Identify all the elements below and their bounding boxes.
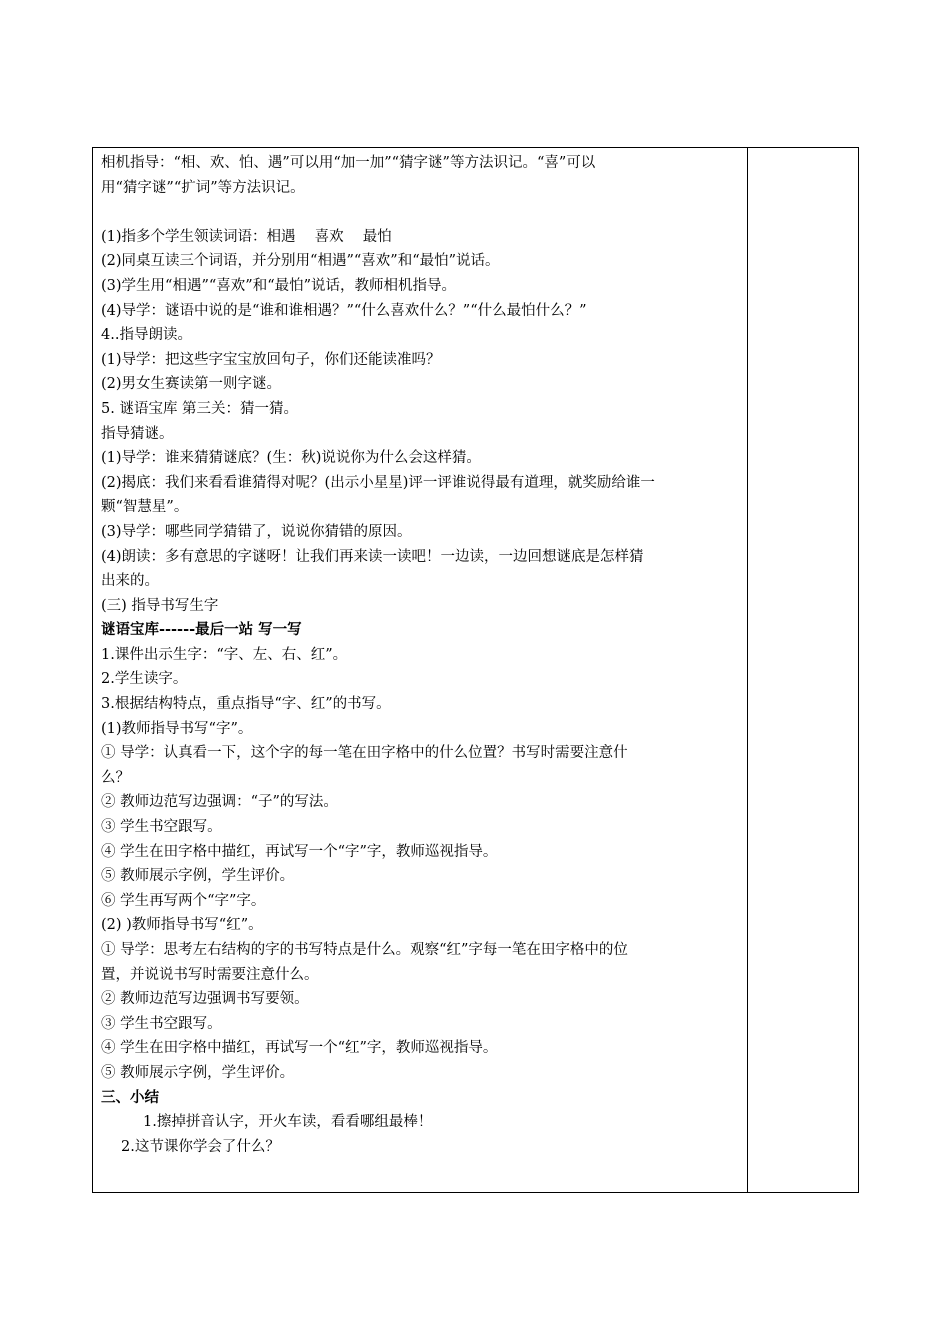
text-line: ⑤ 教师展示字例，学生评价。: [101, 868, 295, 885]
text-line: ① 导学：思考左右结构的字的书写特点是什么。观察“红”字每一笔在田字格中的位: [101, 942, 628, 958]
lesson-content-cell: [93, 148, 748, 1192]
text-line: ② 教师边范写边强调：“子”的写法。: [101, 794, 338, 811]
text-line: ⑥ 学生再写两个“字”字。: [101, 892, 266, 909]
notes-cell: [748, 148, 858, 1192]
text-line: 谜语宝库------最后一站 写一写: [101, 621, 302, 639]
text-line: ⑤ 教师展示字例，学生评价。: [101, 1064, 295, 1081]
text-line: 置，并说说书写时需要注意什么。: [101, 966, 319, 983]
text-line: ③ 学生书空跟写。: [101, 819, 222, 836]
text-line: 4..指导朗读。: [101, 327, 192, 344]
text-line: ③ 学生书空跟写。: [101, 1015, 222, 1032]
text-line: 用“猜字谜”“扩词”等方法识记。: [101, 179, 305, 196]
text-line: 3.根据结构特点，重点指导“字、红”的书写。: [101, 696, 391, 713]
text-line: (3)学生用“相遇”“喜欢”和“最怕”说话，教师相机指导。: [101, 277, 457, 294]
text-line: (2)男女生赛读第一则字谜。: [101, 376, 282, 393]
text-line: (4)朗读：多有意思的字谜呀！让我们再来读一读吧！一边读，一边回想谜底是怎样猜: [101, 548, 644, 565]
text-line: (1)教师指导书写“字”。: [101, 720, 253, 737]
text-line: 2.学生读字。: [101, 671, 188, 688]
text-line: ② 教师边范写边强调书写要领。: [101, 991, 309, 1008]
text-line: ① 导学：认真看一下，这个字的每一笔在田字格中的什么位置？书写时需要注意什: [101, 745, 628, 762]
text-line: ④ 学生在田字格中描红，再试写一个“红”字，教师巡视指导。: [101, 1040, 498, 1057]
text-line: 1.擦掉拼音认字，开火车读，看看哪组最棒！: [143, 1114, 433, 1131]
text-line: ④ 学生在田字格中描红，再试写一个“字”字，教师巡视指导。: [101, 843, 498, 860]
blank-line: [101, 200, 739, 225]
text-line: 相机指导：“相、欢、怕、遇”可以用“加一加”“猜字谜”等方法识记。“喜”可以: [101, 155, 596, 171]
text-line: 指导猜谜。: [101, 425, 174, 442]
text-line: (2) )教师指导书写“红”。: [101, 917, 263, 934]
text-line: (3)导学：哪些同学猜错了，说说你猜错的原因。: [101, 523, 412, 540]
text-line: 颗“智慧星”。: [101, 499, 189, 516]
lesson-plan-table: [92, 147, 859, 1193]
text-line: (4)导学：谜语中说的是“谁和谁相遇？”“什么喜欢什么？”“什么最怕什么？”: [101, 302, 587, 319]
text-line: (1)导学：谁来猜猜谜底？(生：秋)说说你为什么会这样猜。: [101, 450, 481, 467]
text-line: 三、小结: [101, 1088, 159, 1106]
text-line: (2)同桌互读三个词语，并分别用“相遇”“喜欢”和“最怕”说话。: [101, 253, 500, 270]
text-line: 出来的。: [101, 573, 159, 590]
text-line: 么？: [101, 769, 130, 786]
text-line: (1)导学：把这些字宝宝放回句子，你们还能读准吗？: [101, 351, 441, 368]
text-line: (1)指多个学生领读词语：相遇 喜欢 最怕: [101, 228, 392, 245]
text-line: (2)揭底：我们来看看谁猜得对呢？(出示小星星)评一评谁说得最有道理，就奖励给谁一: [101, 474, 655, 491]
text-line: 1.课件出示生字：“字、左、右、红”。: [101, 646, 348, 663]
text-line: 2.这节课你学会了什么？: [121, 1138, 280, 1155]
text-line: 5. 谜语宝库 第三关：猜一猜。: [101, 400, 299, 417]
text-line: (三) 指导书写生字: [101, 597, 219, 614]
